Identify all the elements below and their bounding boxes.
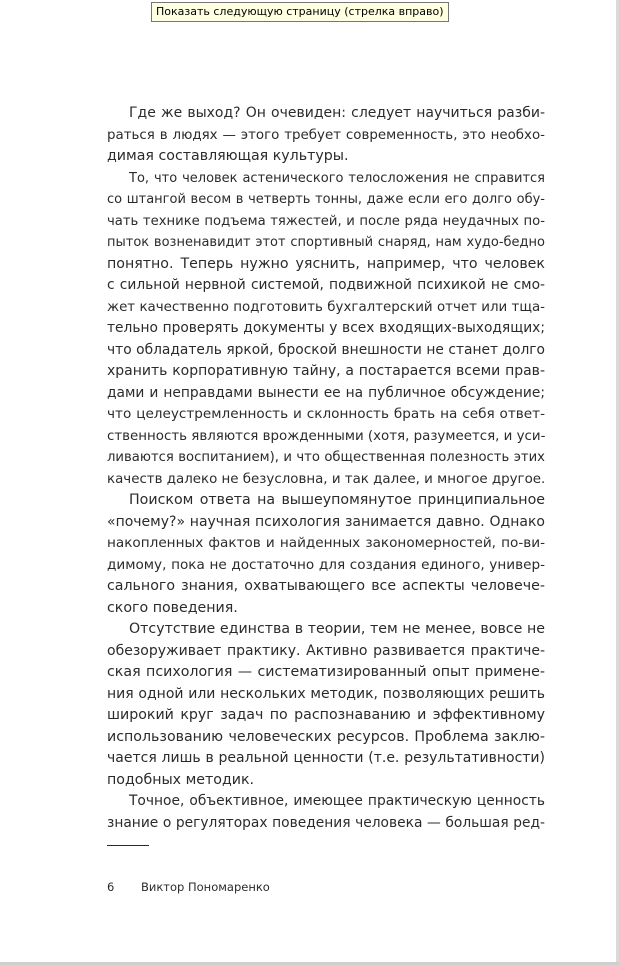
text-line: качеств далеко не безусловна, и так далее, и многое другое. bbox=[107, 471, 545, 487]
text-line: понятно. Теперь нужно уяснить, например, что человек bbox=[107, 255, 545, 272]
text-line: пыток возненавидит этот спортивный снаряд, нам худо-бедно bbox=[107, 235, 545, 250]
text-line: знание о регуляторах поведения человека — большая ред- bbox=[107, 814, 545, 831]
next-page-tooltip: Показать следующую страницу (стрелка вправо) bbox=[151, 2, 449, 22]
footnote-rule bbox=[107, 845, 149, 846]
text-line: Точное, объективное, имеющее практическую ценность bbox=[129, 793, 545, 809]
text-line: жет качественно подготовить бухгалтерский отчет или тща- bbox=[107, 299, 545, 315]
text-line: димая составляющая культуры. bbox=[107, 148, 349, 164]
text-line: с сильной нервной системой, подвижной психикой не смо- bbox=[107, 277, 545, 293]
text-line: ского поведения. bbox=[107, 599, 238, 616]
text-line: использованию человеческих ресурсов. Проблема заклю- bbox=[107, 728, 545, 745]
text-line: широкий круг задач по распознаванию и эффективному bbox=[107, 707, 545, 723]
page-text-block bbox=[107, 103, 545, 834]
text-line: димому, пока не достаточно для создания единого, универ- bbox=[107, 556, 545, 573]
page-footer bbox=[107, 879, 270, 895]
text-line: чать технике подъема тяжестей, и после ряда неудачных по- bbox=[107, 213, 545, 229]
text-line: Отсутствие единства в теории, тем не менее, вовсе не bbox=[129, 621, 545, 637]
text-line: со штангой весом в четверть тонны, даже если его долго обу- bbox=[107, 192, 545, 207]
text-line: дами и неправдами вынести ее на публичное обсуждение; bbox=[107, 384, 545, 401]
text-line: ская психология — систематизированный опыт примене- bbox=[107, 664, 545, 680]
text-line: «почему?» научная психология занимается давно. Однако bbox=[107, 513, 545, 530]
text-line: сального знания, охватывающего все аспекты человече- bbox=[107, 578, 545, 594]
page-number: 6 bbox=[107, 880, 115, 894]
text-line: ливаются воспитанием), и что общественная полезность этих bbox=[107, 450, 545, 465]
text-line: подобных методик. bbox=[107, 771, 255, 788]
text-line: То, что человек астенического телосложения не справится bbox=[129, 170, 545, 186]
text-line: Где же выход? Он очевиден: следует научиться разби- bbox=[129, 105, 545, 121]
text-line: раться в людях — этого требует современность, это необхо- bbox=[107, 127, 545, 143]
text-line: Поиском ответа на вышеупомянутое принципиальное bbox=[129, 492, 545, 508]
text-line: что обладатель яркой, броской внешности не станет долго bbox=[107, 341, 545, 358]
text-line: тельно проверять документы у всех входящих-выходящих; bbox=[107, 320, 545, 336]
text-line: чается лишь в реальной ценности (т.е. результативности) bbox=[107, 750, 545, 766]
text-line: обезоруживает практику. Активно развивается практиче- bbox=[107, 642, 545, 659]
text-line: хранить корпоративную тайну, а постарается всеми прав- bbox=[107, 363, 545, 379]
text-line: ственность являются врожденными (хотя, разумеется, и уси- bbox=[107, 428, 545, 444]
text-line: что целеустремленность и склонность брать на себя ответ- bbox=[107, 406, 545, 422]
text-line: ния одной или нескольких методик, позволяющих решить bbox=[107, 685, 545, 702]
running-footer-author: Виктор Пономаренко bbox=[141, 880, 270, 894]
text-line: накопленных фактов и найденных закономерностей, по-ви- bbox=[107, 535, 545, 551]
